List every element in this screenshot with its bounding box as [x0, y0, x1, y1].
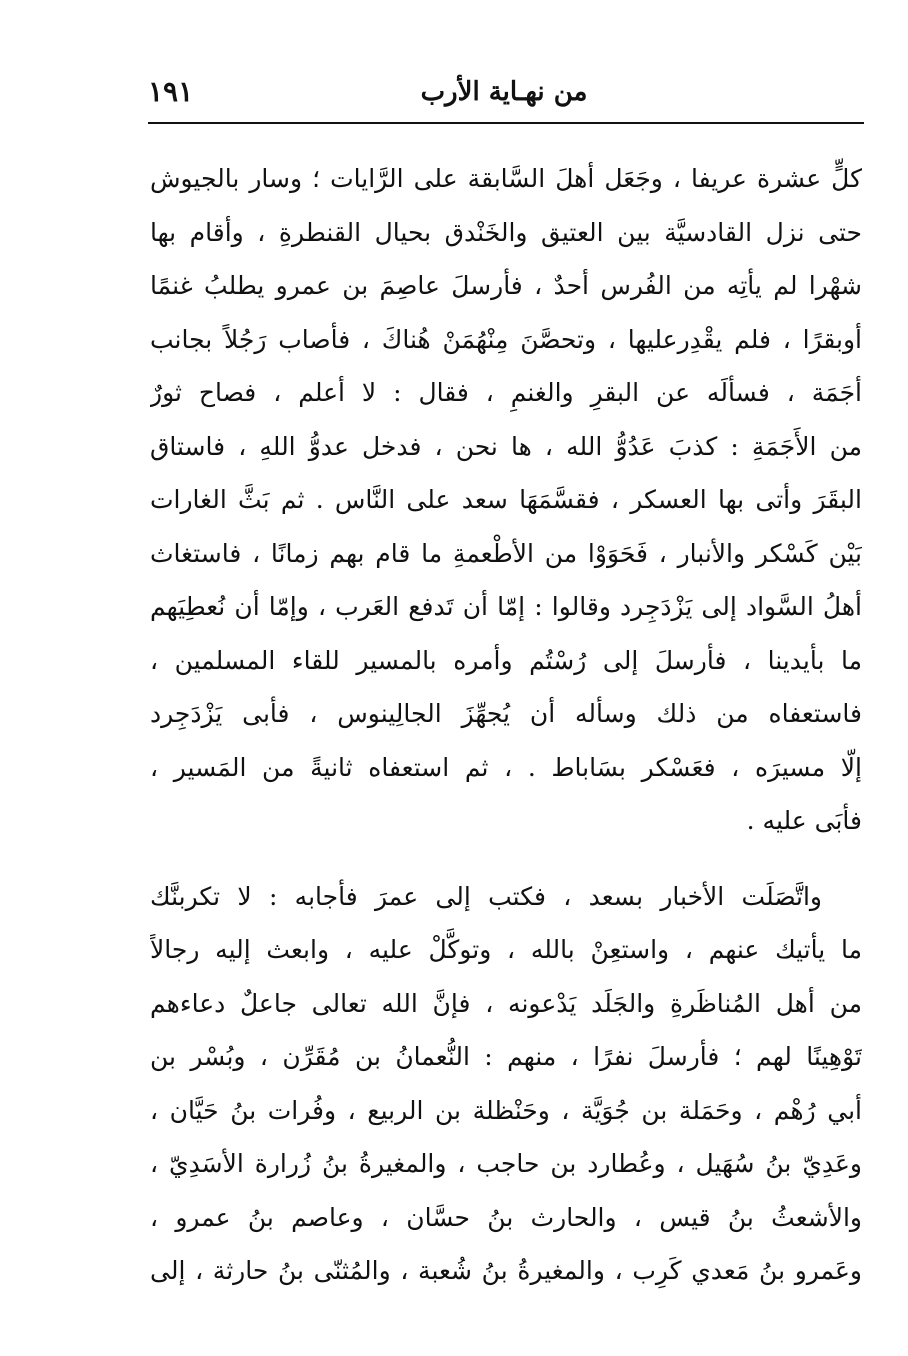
text-line: ما بأيدينا ، فأرسلَ إلى رُسْتُم وأمره بالمسير للقاء المسلمين ، — [150, 645, 862, 675]
text-line: أجَمَة ، فسألَه عن البقرِ والغنمِ ، فقال : لا أعلم ، فصاح ثورٌ — [150, 378, 862, 407]
header-rule — [148, 122, 864, 124]
running-title: من نهـاية الأرب — [420, 77, 588, 107]
text-line: واتَّصَلَت الأخبار بسعد ، فكتب إلى عمرَ فأجابه : لا تكربنَّك — [150, 881, 822, 911]
text-line: أهلُ السَّواد إلى يَزْدَجِرد وقالوا : إمّا أن تَدفع العَرب ، وإمّا أن نُعطِيَهم — [150, 592, 862, 621]
text-line: البقَرَ وأتى بها العسكر ، فقسَّمَهَا سعد على النَّاس . ثم بَثَّ الغارات — [150, 485, 862, 514]
body-text — [150, 152, 862, 1298]
text-line: وعَمرو بنُ مَعدي كَرِب ، والمغيرةُ بنُ شُعبة ، والمُثنّى بنُ حارثة ، إلى — [150, 1256, 862, 1285]
page-header — [148, 72, 860, 116]
text-line: حتى نزل القادسيَّة بين العتيق والخَنْدق بحيال القنطرةِ ، وأقام بها — [150, 217, 862, 247]
paragraph-1 — [150, 152, 862, 848]
paragraph-2 — [150, 870, 862, 1298]
text-line: فأبَى عليه . — [746, 806, 862, 835]
text-line: من أهل المُناظَرةِ والجَلَد يَدْعونه ، فإنَّ الله تعالى جاعلٌ دعاءهم — [150, 988, 862, 1018]
text-line: تَوْهِينًا لهم ؛ فأرسلَ نفرًا ، منهم : النُّعمانُ بن مُقَرِّن ، وبُسْر بن — [150, 1042, 862, 1071]
text-line: أبي رُهْم ، وحَمَلة بن جُوَيَّة ، وحَنْظلة بن الربيع ، وفُرات بنُ حَيَّان ، — [150, 1095, 862, 1125]
page-number: ١٩١ — [148, 75, 194, 108]
text-line: أوبقرًا ، فلم يقْدِرعليها ، وتحصَّنَ مِنْهُمَنْ هُناكَ ، فأصاب رَجُلاً بجانب — [150, 324, 862, 354]
text-line: إلّا مسيرَه ، فعَسْكر بسَاباط . ، ثم استعفاه ثانيةً من المَسير ، — [150, 752, 862, 782]
text-line: فاستعفاه من ذلك وسأله أن يُجهِّزَ الجالِينوس ، فأبى يَزْدَجِرد — [150, 699, 862, 728]
text-line: شهْرا لم يأتِه من الفُرس أحدٌ ، فأرسلَ عاصِمَ بن عمرو يطلبُ غنمًا — [150, 271, 862, 300]
paragraph-gap — [150, 848, 862, 870]
text-line: ما يأتيك عنهم ، واستعِنْ بالله ، وتوكَّلْ عليه ، وابعث إليه رجالاً — [150, 935, 862, 964]
text-line: من الأَجَمَةِ : كذبَ عَدُوُّ الله ، ها نحن ، فدخل عدوُّ اللهِ ، فاستاق — [150, 431, 862, 461]
text-line: بَيْن كَسْكر والأنبار ، فَحَوَوْا من الأطْعمةِ ما قام بهم زمانًا ، فاستغاث — [150, 538, 862, 568]
text-line: وعَدِيّ بنُ سُهَيل ، وعُطارد بن حاجب ، والمغيرةُ بنُ زُرارة الأسَدِيّ ، — [150, 1149, 862, 1178]
text-line: كلٍّ عشرة عريفا ، وجَعَل أهلَ السَّابقة على الرَّايات ؛ وسار بالجيوش — [150, 164, 862, 193]
text-line: والأشعثُ بنُ قيس ، والحارث بنُ حسَّان ، وعاصم بنُ عمرو ، — [150, 1202, 862, 1232]
